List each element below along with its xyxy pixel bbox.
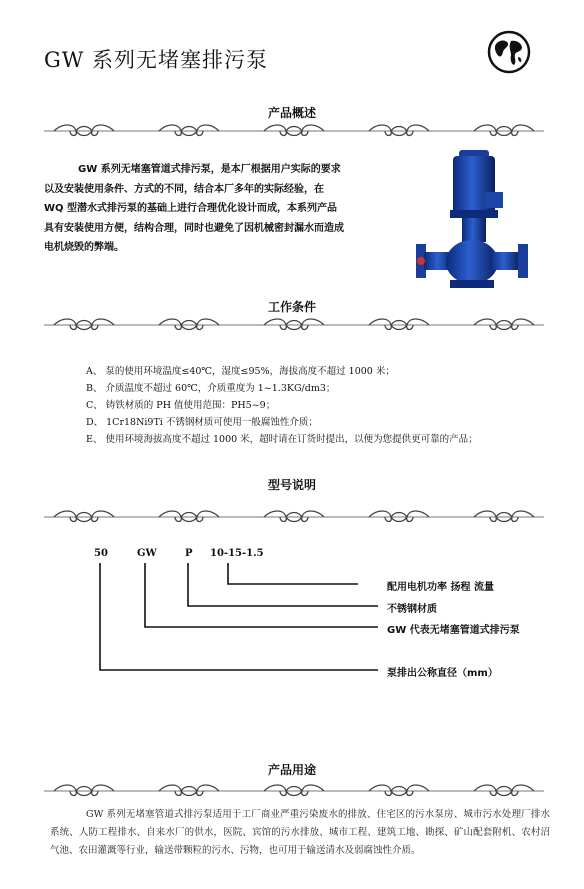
ornament-scroll: [474, 511, 534, 522]
leader-line: [188, 563, 378, 606]
condition-item: B、 介质温度不超过 60℃，介质重度为 1~1.3KG/dm3；: [86, 383, 336, 394]
model-label-material: 不锈钢材质: [387, 604, 437, 615]
condition-item: E、 使用环境海拔高度不超过 1000 米，超时请在订货时提出，以便为您提供更可靠的产品；: [86, 434, 478, 445]
ornament-scroll: [54, 319, 114, 330]
ornament-scroll: [54, 785, 114, 796]
ornament-scroll: [474, 125, 534, 136]
ornament-scroll: [264, 319, 324, 330]
usage-paragraph: GW 系列无堵塞管道式排污泵适用于工厂商业严重污染废水的排放、住宅区的污水泵房、城市污水处理厂排水系统、人防工程排水、自来水厂的供水，医院、宾馆的污水排放、城市工程、建筑工地、勘探、矿山配套附机、农村沼气池、农田灌溉等行业，输送带颗粒的污水、污物，也可用于输送清水及弱腐蚀性介质。: [50, 809, 550, 856]
ornament-divider: [44, 782, 544, 800]
model-label-params: 配用电机功率 扬程 流量: [387, 582, 494, 593]
section-heading-usage: 产品用途: [267, 763, 316, 777]
ornament-scroll: [159, 125, 219, 136]
overview-text-block: [44, 160, 344, 258]
leader-line: [228, 563, 358, 584]
leader-line: [100, 563, 378, 670]
section-heading-model: 型号说明: [267, 478, 316, 492]
ornament-divider: [44, 508, 544, 526]
overview-paragraph: GW 系列无堵塞管道式排污泵，是本厂根据用户实际的要求以及安装使用条件、方式的不同，结合本厂多年的实际经验，在 WQ 型潜水式排污泵的基础上进行合理优化设计而成，本系列产品具有安装使用方便，结构合理，同时也避免了因机械密封漏水而造成电机烧毁的弊端。: [44, 164, 344, 253]
ornament-scroll: [54, 511, 114, 522]
ornament-scroll: [54, 125, 114, 136]
section-heading-conditions: 工作条件: [267, 300, 316, 314]
ornament-divider: [44, 122, 544, 140]
condition-item: D、 1Cr18Ni9Ti 不锈钢材质可使用一般腐蚀性介质；: [86, 417, 318, 428]
ornament-scroll: [264, 125, 324, 136]
ornament-scroll: [369, 785, 429, 796]
leader-line: [145, 563, 378, 627]
model-label-series: GW 代表无堵塞管道式排污泵: [387, 625, 520, 636]
model-label-diameter: 泵排出公称直径（mm）: [387, 668, 498, 679]
globe-logo-icon: [487, 30, 531, 74]
model-code-series: GW: [137, 548, 157, 559]
ornament-scroll: [474, 785, 534, 796]
condition-item: A、 泵的使用环境温度≤40℃，湿度≤95%，海拔高度不超过 1000 米；: [86, 366, 395, 377]
model-code-material: P: [185, 548, 193, 559]
conditions-list: [86, 363, 478, 448]
model-code-params: 10-15-1.5: [210, 548, 264, 559]
ornament-scroll: [369, 511, 429, 522]
usage-text-block: [50, 806, 550, 860]
ornament-scroll: [264, 785, 324, 796]
ornament-divider: [44, 316, 544, 334]
ornament-scroll: [159, 319, 219, 330]
ornament-scroll: [474, 319, 534, 330]
section-heading-overview: 产品概述: [267, 106, 316, 120]
ornament-scroll: [159, 785, 219, 796]
pipeline-pump-image: [410, 148, 532, 292]
ornament-scroll: [264, 511, 324, 522]
model-code-diameter: 50: [94, 548, 108, 559]
ornament-scroll: [369, 125, 429, 136]
condition-item: C、 铸铁材质的 PH 值使用范围：PH5~9；: [86, 400, 276, 411]
ornament-scroll: [369, 319, 429, 330]
ornament-scroll: [159, 511, 219, 522]
page-title: GW 系列无堵塞排污泵: [44, 48, 269, 72]
